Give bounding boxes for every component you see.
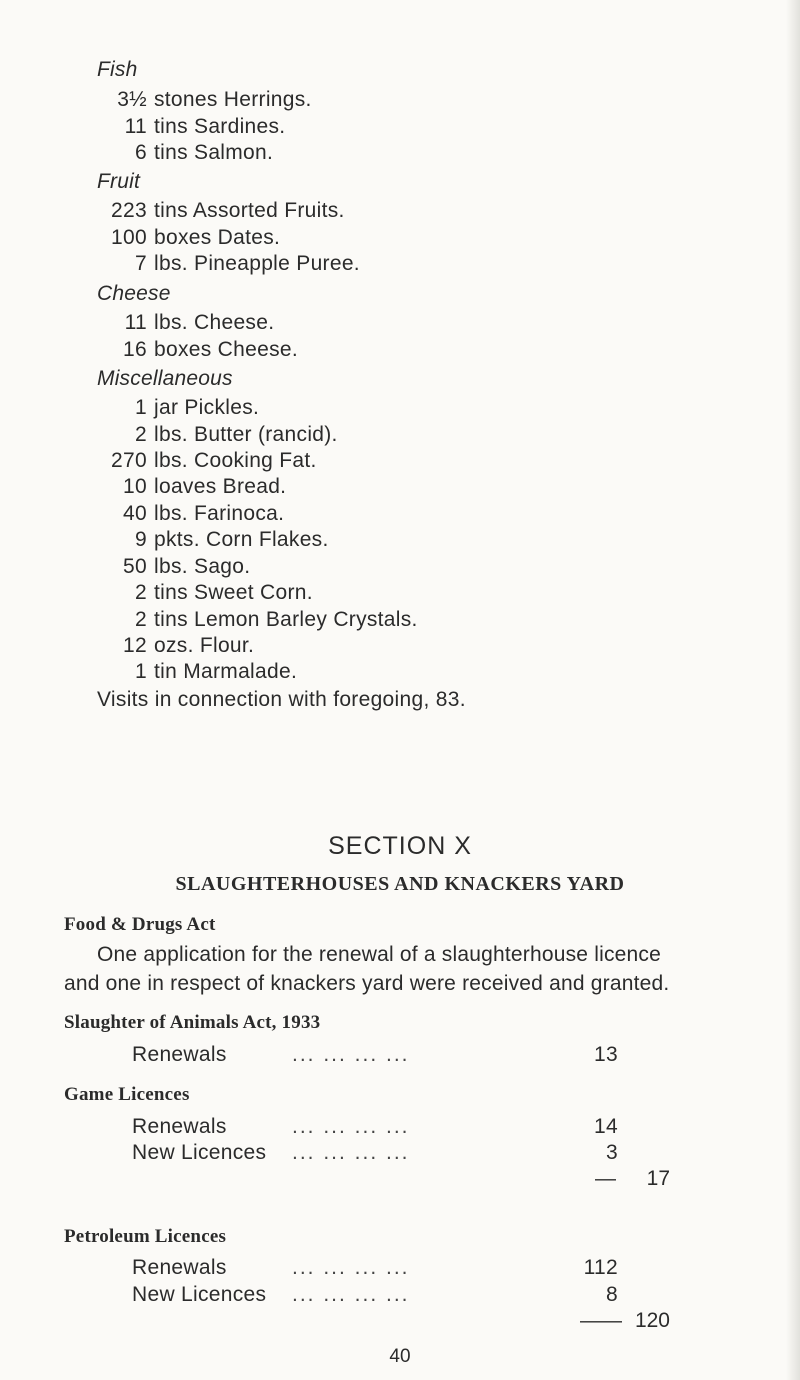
paragraph-line: and one in respect of knackers yard were received and granted. xyxy=(64,972,670,995)
list-item: 2 lbs. Butter (rancid). xyxy=(135,423,338,446)
food-drugs-paragraph xyxy=(64,940,776,998)
table-row: Renewals ... ... ... ... 13 xyxy=(132,1043,618,1066)
section-subtitle: SLAUGHTERHOUSES AND KNACKERS YARD xyxy=(175,873,625,895)
list-item: 9 pkts. Corn Flakes. xyxy=(135,528,329,551)
subtotal-row: —— 120 xyxy=(580,1309,670,1332)
list-item: 100 boxes Dates. xyxy=(111,226,281,249)
list-item: 40 lbs. Farinoca. xyxy=(123,502,285,525)
table-row: Renewals ... ... ... ... 14 xyxy=(132,1115,618,1138)
list-item: 11 lbs. Cheese. xyxy=(124,311,275,334)
list-item: 2 tins Sweet Corn. xyxy=(135,581,313,604)
section-title: SECTION X xyxy=(328,832,472,860)
page-number: 40 xyxy=(389,1346,411,1367)
list-item: 223 tins Assorted Fruits. xyxy=(111,199,345,222)
list-item: 16 boxes Cheese. xyxy=(123,338,298,361)
category-heading-fruit: Fruit xyxy=(97,170,140,193)
list-item: 11 tins Sardines. xyxy=(124,115,286,138)
table-row: New Licences ... ... ... ... 3 xyxy=(132,1141,618,1164)
list-item: 50 lbs. Sago. xyxy=(123,555,251,578)
category-heading-cheese: Cheese xyxy=(97,282,171,305)
list-item: 10 loaves Bread. xyxy=(123,475,287,498)
heading-food-drugs-act: Food & Drugs Act xyxy=(64,914,216,935)
heading-slaughter-act: Slaughter of Animals Act, 1933 xyxy=(64,1012,321,1033)
list-item: 7 lbs. Pineapple Puree. xyxy=(135,252,360,275)
heading-petroleum-licences: Petroleum Licences xyxy=(64,1226,227,1247)
paragraph-line: One application for the renewal of a slaughterhouse licence xyxy=(97,943,661,966)
list-item: 1 jar Pickles. xyxy=(135,396,260,419)
heading-game-licences: Game Licences xyxy=(64,1084,190,1105)
table-row: New Licences ... ... ... ... 8 xyxy=(132,1283,618,1306)
list-item: 12 ozs. Flour. xyxy=(123,634,255,657)
page-edge-shadow xyxy=(786,0,800,1380)
list-item: 270 lbs. Cooking Fat. xyxy=(111,449,317,472)
list-item: 1 tin Marmalade. xyxy=(135,660,298,683)
list-item: 3½ stones Herrings. xyxy=(117,88,312,111)
table-row: Renewals ... ... ... ... 112 xyxy=(132,1256,618,1279)
list-item: 6 tins Salmon. xyxy=(135,141,274,164)
category-heading-miscellaneous: Miscellaneous xyxy=(97,367,233,390)
list-item: 2 tins Lemon Barley Crystals. xyxy=(135,608,418,631)
category-heading-fish: Fish xyxy=(97,58,138,81)
subtotal-row: — 17 xyxy=(595,1167,670,1190)
visits-summary: Visits in connection with foregoing, 83. xyxy=(97,688,466,711)
